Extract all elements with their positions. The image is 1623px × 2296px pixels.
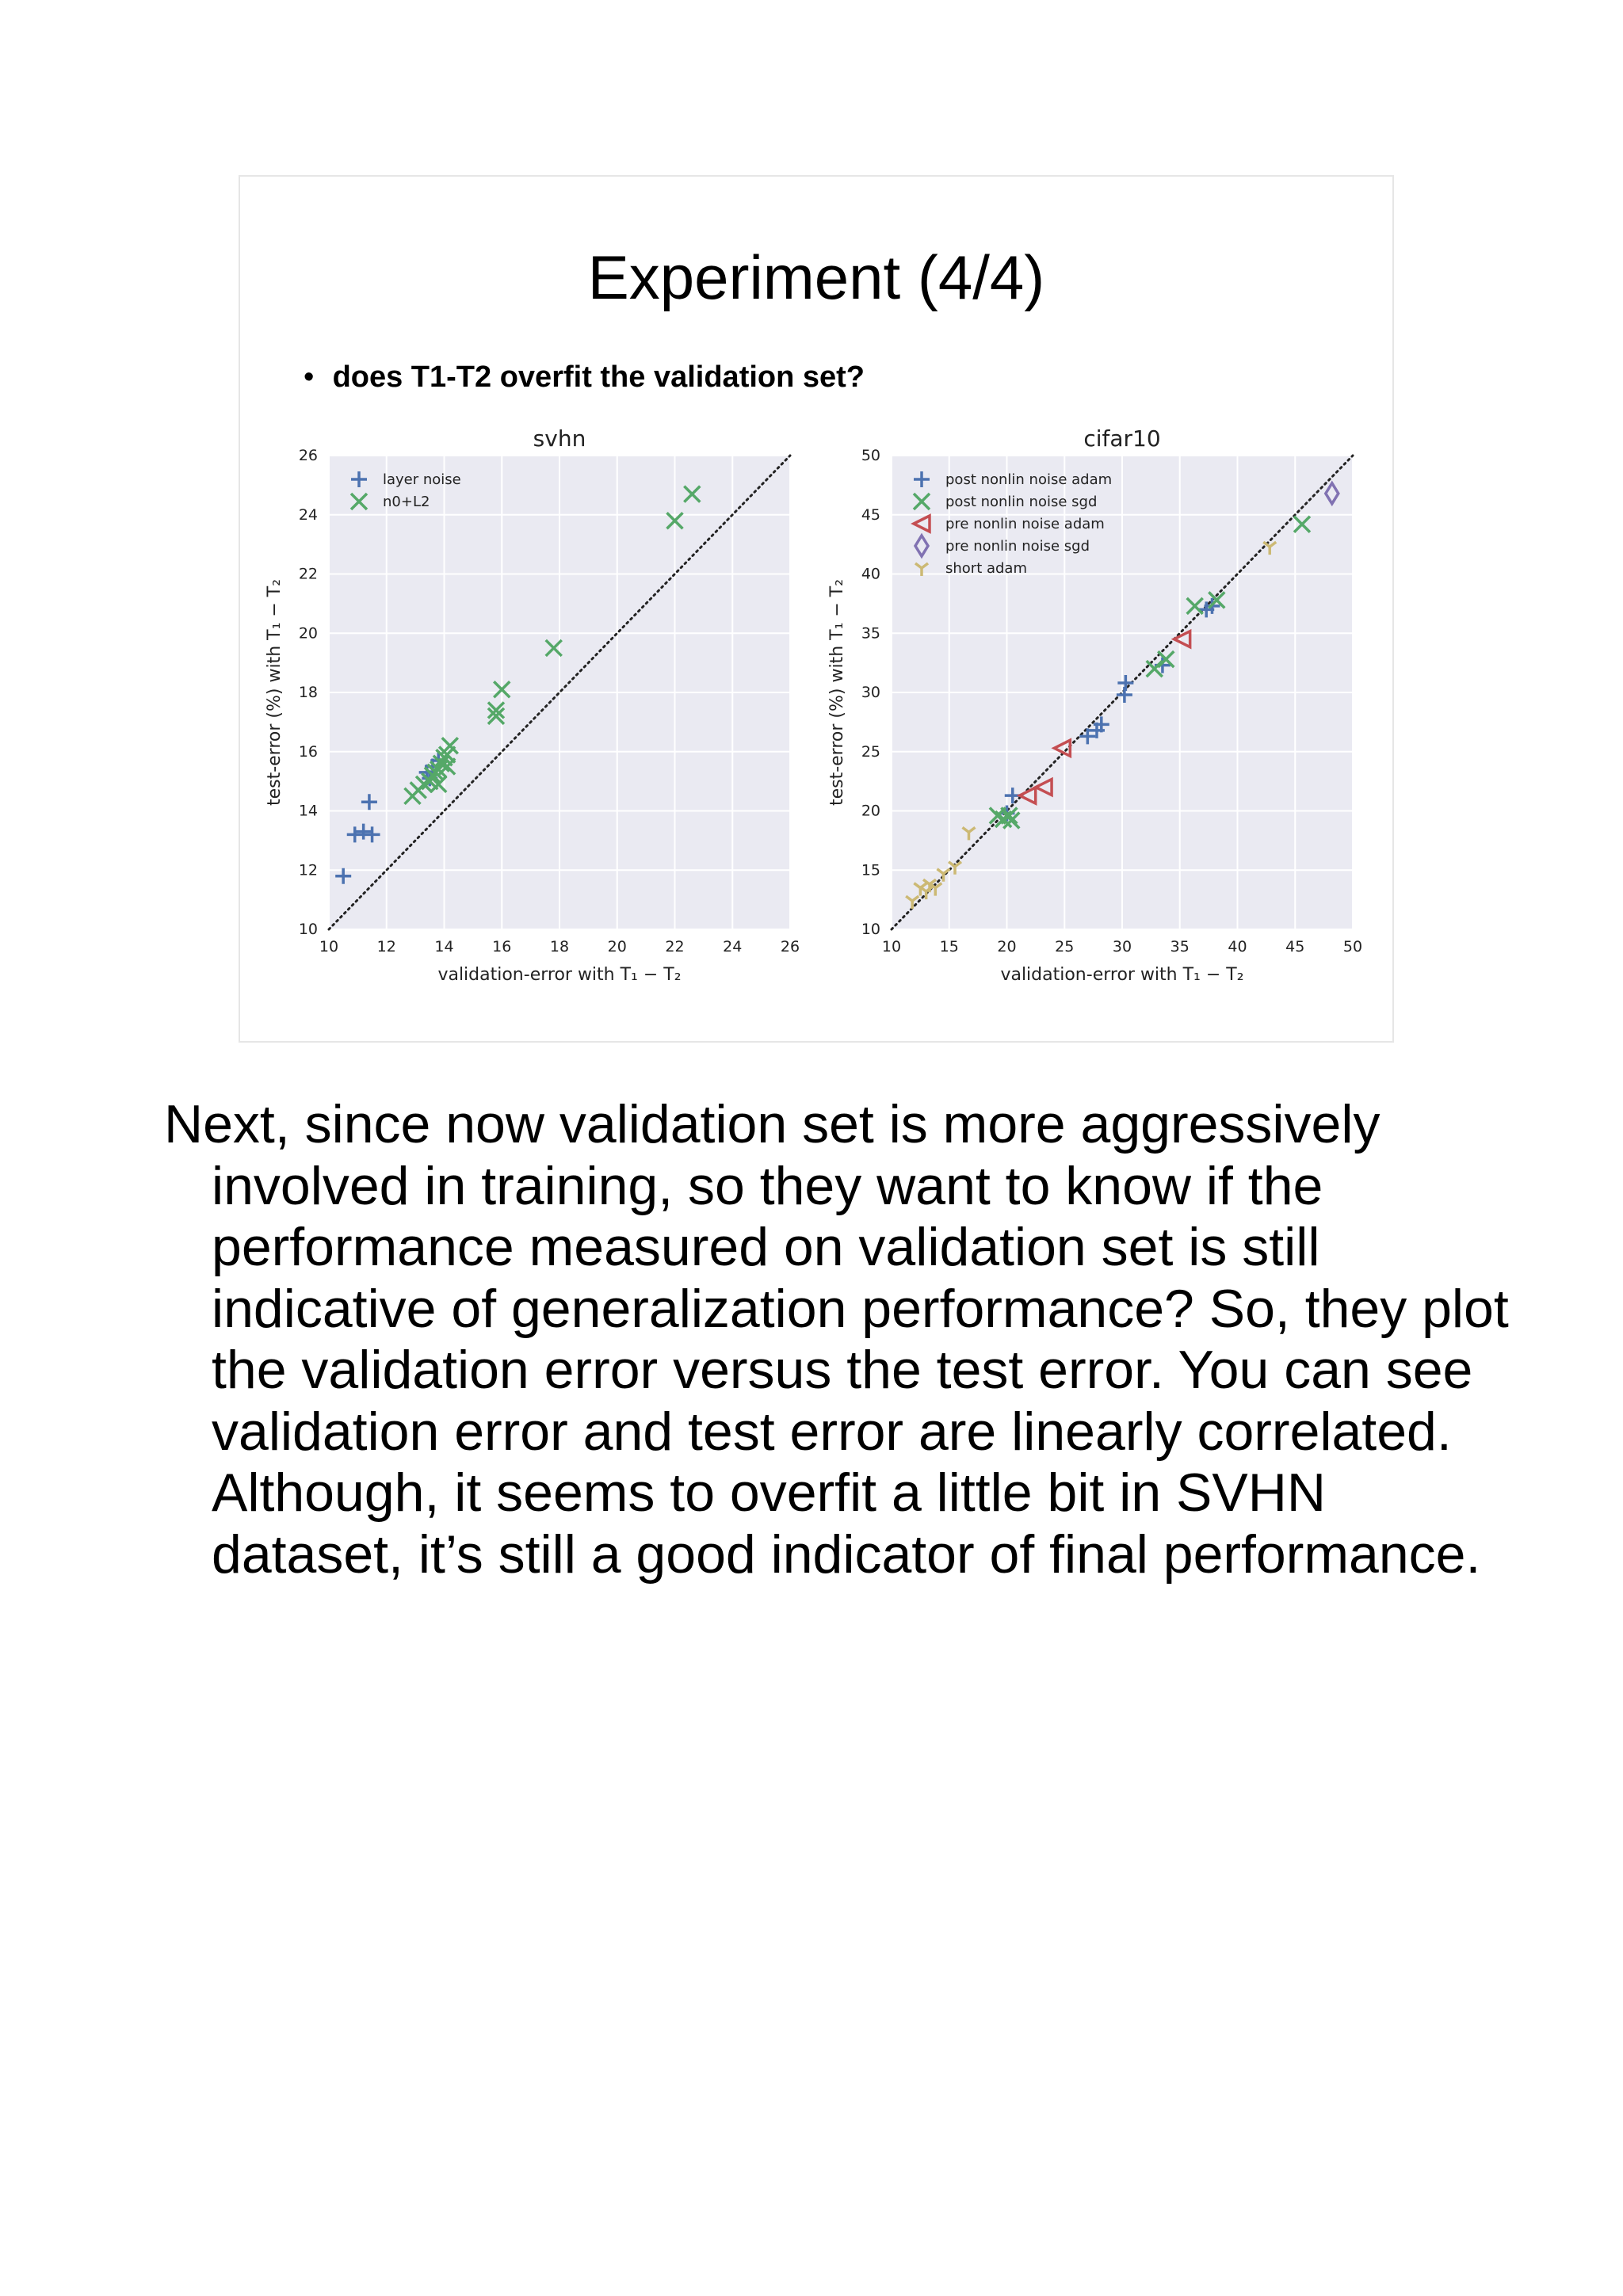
- x-axis-label: validation-error with T₁ − T₂: [1000, 965, 1244, 985]
- y-tick-label: 30: [861, 684, 880, 701]
- narration-text: Next, since now validation set is more aggressively involved in training, so they want to know if the performance measured on validation set is still indicative of generalization performance? So, they plot the validation error versus the test error. You can see validation error and test error are linearly correlated. Although, it seems to overfit a little bit in SVHN dataset, it’s still a good indicator of final performance.: [164, 1094, 1509, 1585]
- x-tick-label: 30: [1112, 938, 1132, 955]
- legend-label: short adam: [945, 560, 1027, 577]
- y-tick-label: 24: [298, 505, 318, 524]
- y-tick-label: 35: [861, 624, 880, 643]
- y-tick-label: 14: [298, 802, 318, 820]
- y-tick-label: 22: [298, 565, 318, 583]
- cifar10-chart: [816, 420, 1387, 998]
- bullet-text: does T1-T2 overfit the validation set?: [332, 360, 865, 394]
- x-tick-label: 24: [723, 938, 743, 955]
- bullet-dot: •: [304, 360, 315, 394]
- legend-label: n0+L2: [383, 494, 430, 510]
- legend-label: layer noise: [383, 471, 461, 488]
- y-tick-label: 18: [298, 684, 318, 701]
- legend-label: pre nonlin noise adam: [945, 516, 1105, 532]
- y-tick-label: 20: [861, 802, 880, 820]
- y-tick-label: 10: [861, 921, 880, 938]
- y-tick-label: 15: [861, 861, 880, 879]
- x-tick-label: 14: [434, 938, 454, 955]
- y-tick-label: 45: [861, 505, 880, 524]
- bullet-point: [304, 360, 865, 395]
- y-tick-label: 50: [861, 447, 880, 464]
- x-tick-label: 10: [881, 938, 902, 955]
- y-axis-label: test-error (%) with T₁ − T₂: [827, 578, 847, 807]
- y-tick-label: 26: [298, 447, 318, 464]
- svhn-chart: [254, 420, 824, 998]
- x-tick-label: 20: [607, 938, 627, 955]
- x-tick-label: 16: [492, 938, 512, 955]
- y-tick-label: 20: [298, 624, 318, 643]
- chart-title: cifar10: [1083, 425, 1161, 452]
- chart-title: svhn: [533, 425, 586, 452]
- x-tick-label: 22: [665, 938, 685, 955]
- x-tick-label: 25: [1055, 938, 1075, 955]
- y-tick-label: 40: [861, 565, 880, 583]
- legend-label: post nonlin noise sgd: [945, 494, 1098, 510]
- legend-label: pre nonlin noise sgd: [945, 538, 1090, 555]
- y-tick-label: 25: [861, 742, 880, 761]
- x-tick-label: 40: [1228, 938, 1247, 955]
- y-axis-label: test-error (%) with T₁ − T₂: [265, 578, 285, 807]
- y-tick-label: 10: [298, 921, 318, 938]
- x-axis-label: validation-error with T₁ − T₂: [437, 965, 682, 985]
- y-tick-label: 12: [298, 861, 318, 879]
- slide-title: Experiment (4/4): [587, 242, 1045, 312]
- x-tick-label: 35: [1170, 938, 1190, 955]
- x-tick-label: 15: [939, 938, 959, 955]
- x-tick-label: 12: [376, 938, 396, 955]
- x-tick-label: 20: [997, 938, 1017, 955]
- x-tick-label: 18: [549, 938, 570, 955]
- x-tick-label: 26: [780, 938, 800, 955]
- legend-label: post nonlin noise adam: [945, 471, 1113, 488]
- x-tick-label: 50: [1342, 938, 1363, 955]
- y-tick-label: 16: [298, 742, 318, 761]
- x-tick-label: 10: [319, 938, 339, 955]
- x-tick-label: 45: [1285, 938, 1305, 955]
